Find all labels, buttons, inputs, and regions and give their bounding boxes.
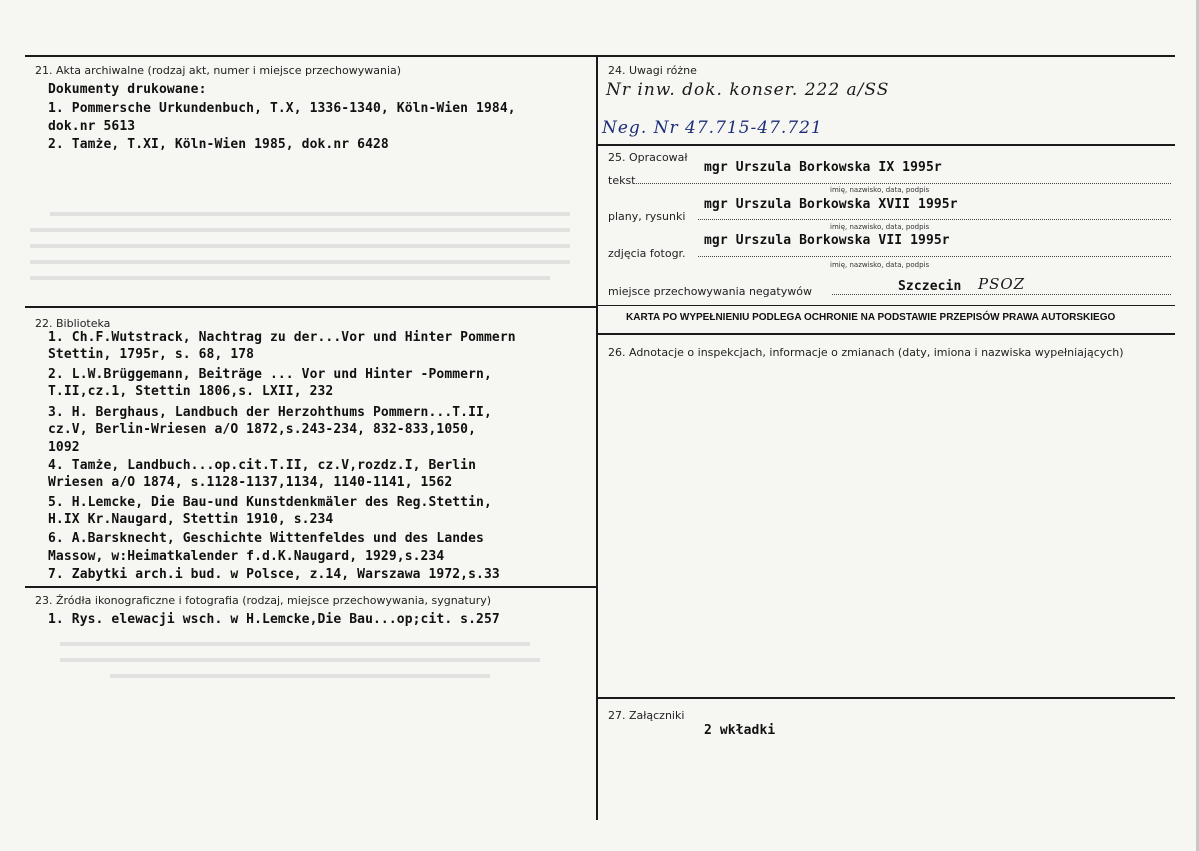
bleed-through-mark [30,276,550,280]
section-22-line: 4. Tamże, Landbuch...op.cit.T.II, cz.V,rozdz.I, Berlin [48,458,477,473]
section-22-line: cz.V, Berlin-Wriesen a/O 1872,s.243-234, 832-833,1050, [48,422,477,437]
rule-22-23 [25,586,596,588]
section-22-line: T.II,cz.1, Stettin 1806,s. LXII, 232 [48,384,334,399]
section-27-label: 27. Załączniki [608,709,685,722]
inventory-number-handwritten: Nr inw. dok. konser. 222 a/SS [606,80,890,100]
negatives-location-value: Szczecin [898,279,962,294]
section-22-line: 2. L.W.Brüggemann, Beiträge ... Vor und Hinter -Pommern, [48,367,492,382]
drawings-row-label: plany, rysunki [608,210,686,223]
section-21-label: 21. Akta archiwalne (rodzaj akt, numer i miejsce przechowywania) [35,64,402,77]
rule-26-27 [598,697,1175,699]
text-row-value: mgr Urszula Borkowska IX 1995r [704,160,942,175]
section-26-label: 26. Adnotacje o inspekcjach, informacje o zmianach (daty, imiona i nazwiska wypełniających) [608,346,1124,359]
section-22-line: 1. Ch.F.Wutstrack, Nachtrag zu der...Vor und Hinter Pommern [48,330,516,345]
section-22-line: 1092 [48,440,80,455]
bleed-through-mark [30,260,570,264]
rule-21-22 [25,306,596,308]
negatives-location-label: miejsce przechowywania negatywów [608,285,812,298]
photos-row-line [698,256,1171,257]
section-22-label: 22. Biblioteka [35,317,111,330]
section-21-line: Dokumenty drukowane: [48,82,207,97]
section-22-line: Massow, w:Heimatkalender f.d.K.Naugard, 1929,s.234 [48,549,445,564]
section-21-line: 2. Tamże, T.XI, Köln-Wien 1985, dok.nr 6428 [48,137,389,152]
bleed-through-mark [60,658,540,662]
section-25-label: 25. Opracował [608,151,688,164]
section-22-line: 5. H.Lemcke, Die Bau-und Kunstdenkmäler des Reg.Stettin, [48,495,492,510]
text-row-label: tekst [608,174,636,187]
section-23-line: 1. Rys. elewacji wsch. w H.Lemcke,Die Bau...op;cit. s.257 [48,612,500,627]
photos-row-label: zdjęcia fotogr. [608,247,686,260]
section-22-line: H.IX Kr.Naugard, Stettin 1910, s.234 [48,512,334,527]
bleed-through-mark [50,212,570,216]
section-23-label: 23. Źródła ikonograficzne i fotografia (rodzaj, miejsce przechowywania, sygnatury) [35,594,492,607]
rule-24-25 [598,144,1175,146]
bleed-through-mark [30,228,570,232]
section-22-line: 6. A.Barsknecht, Geschichte Wittenfeldes und des Landes [48,531,484,546]
copyright-notice: KARTA PO WYPEŁNIENIU PODLEGA OCHRONIE NA PODSTAWIE PRZEPISÓW PRAWA AUTORSKIEGO [626,312,1116,323]
section-22-line: Stettin, 1795r, s. 68, 178 [48,347,255,362]
negative-number-handwritten: Neg. Nr 47.715-47.721 [602,118,823,138]
bleed-through-mark [110,674,490,678]
rule-notice-top [598,305,1175,306]
text-row-line [636,183,1171,184]
bleed-through-mark [30,244,570,248]
section-22-line: 7. Zabytki arch.i bud. w Polsce, z.14, Warszawa 1972,s.33 [48,567,500,582]
section-22-line: Wriesen a/O 1874, s.1128-1137,1134, 1140-1141, 1562 [48,475,453,490]
section-22-line: 3. H. Berghaus, Landbuch der Herzohthums Pommern...T.II, [48,405,492,420]
drawings-row-caption: imię, nazwisko, data, podpis [830,223,930,231]
section-24-label: 24. Uwagi różne [608,64,697,77]
attachments-value: 2 wkładki [704,723,776,738]
text-row-caption: imię, nazwisko, data, podpis [830,186,930,194]
photos-row-value: mgr Urszula Borkowska VII 1995r [704,233,950,248]
negatives-location-line [832,294,1171,295]
negatives-location-handwritten: PSOZ [978,275,1026,293]
section-21-line: dok.nr 5613 [48,119,136,134]
photos-row-caption: imię, nazwisko, data, podpis [830,261,930,269]
section-21-line: 1. Pommersche Urkundenbuch, T.X, 1336-1340, Köln-Wien 1984, [48,101,516,116]
top-rule [25,55,1175,57]
bleed-through-mark [60,642,530,646]
rule-25-26 [598,333,1175,335]
drawings-row-line [698,219,1171,220]
center-divider [596,55,598,820]
drawings-row-value: mgr Urszula Borkowska XVII 1995r [704,197,958,212]
